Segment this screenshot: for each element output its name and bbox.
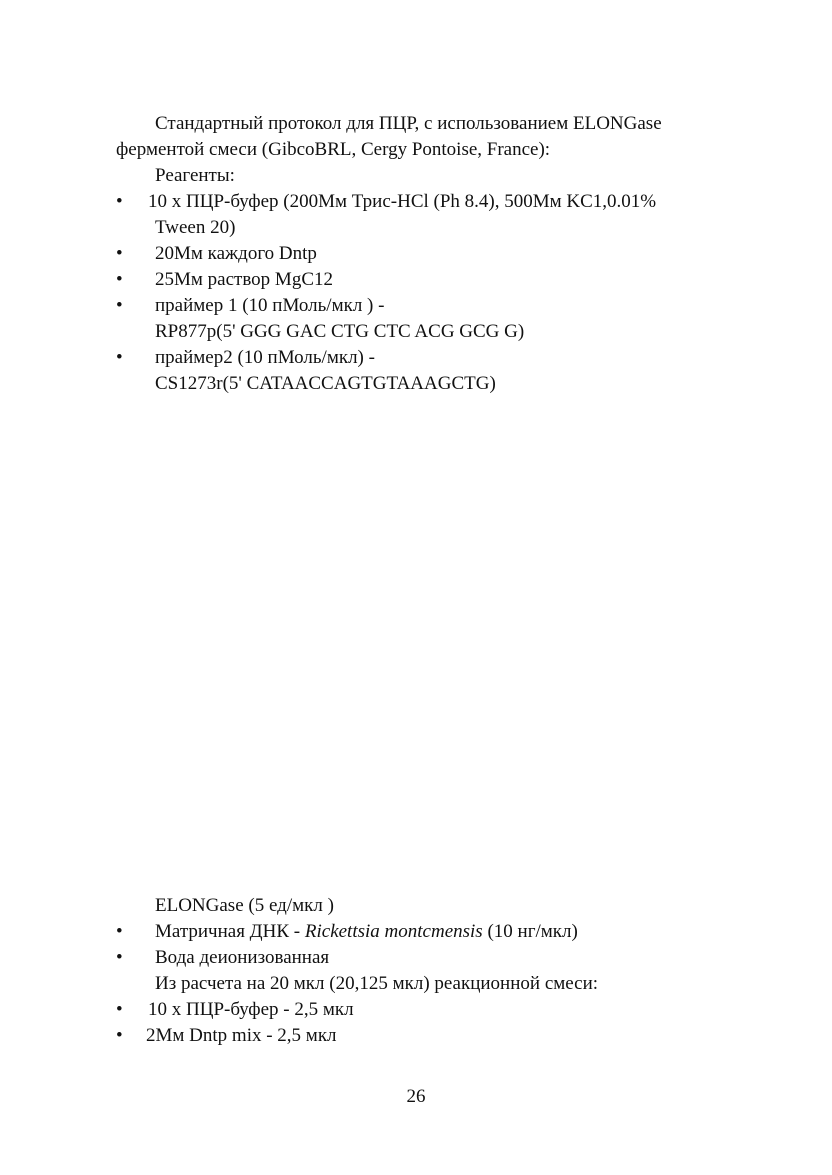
bullet-icon: •	[116, 243, 123, 264]
list-item-text-continued: RP877p(5' GGG GAC CTG CTC ACG GCG G)	[155, 321, 525, 342]
list-item-text: 10 x ПЦР-буфер (200Мм Трис-HCl (Ph 8.4), 500Мм KC1,0.01%	[148, 191, 657, 212]
bullet-icon: •	[116, 269, 123, 290]
mix-item-text: 10 x ПЦР-буфер - 2,5 мкл	[148, 999, 354, 1020]
elongase-line: ELONGase (5 ед/мкл )	[155, 895, 334, 916]
intro-line-2: ферментой смеси (GibcoBRL, Cergy Pontoise, France):	[116, 139, 551, 160]
bullet-icon: •	[116, 999, 123, 1020]
bullet-icon: •	[116, 347, 123, 368]
list-item-text-continued: CS1273r(5' CATAACCAGTGTAAAGCTG)	[155, 373, 496, 394]
bullet-icon: •	[116, 921, 123, 942]
list-item-text: 25Мм раствор MgC12	[155, 269, 333, 290]
list-item-text-continued: Tween 20)	[155, 217, 236, 238]
bullet-icon: •	[116, 947, 123, 968]
template-prefix: Матричная ДНК -	[155, 921, 305, 942]
template-dna-line	[155, 919, 578, 945]
template-species: Rickettsia montcmensis	[304, 921, 483, 942]
list-item-text: праймер2 (10 пМоль/мкл) -	[155, 347, 375, 368]
calc-line: Из расчета на 20 мкл (20,125 мкл) реакционной смеси:	[155, 973, 599, 994]
water-line: Вода деионизованная	[155, 947, 330, 968]
mix-item-text: 2Мм Dntp mix - 2,5 мкл	[146, 1025, 337, 1046]
bullet-icon: •	[116, 191, 123, 212]
reagents-heading: Реагенты:	[155, 165, 235, 186]
bullet-icon: •	[116, 1025, 123, 1046]
list-item-text: 20Мм каждого Dntp	[155, 243, 317, 264]
page-number: 26	[406, 1086, 426, 1107]
bullet-icon: •	[116, 295, 123, 316]
intro-line-1: Стандартный протокол для ПЦР, с использованием ELONGase	[155, 113, 662, 134]
list-item-text: праймер 1 (10 пМоль/мкл ) -	[155, 295, 385, 316]
template-suffix: (10 нг/мкл)	[482, 921, 578, 942]
